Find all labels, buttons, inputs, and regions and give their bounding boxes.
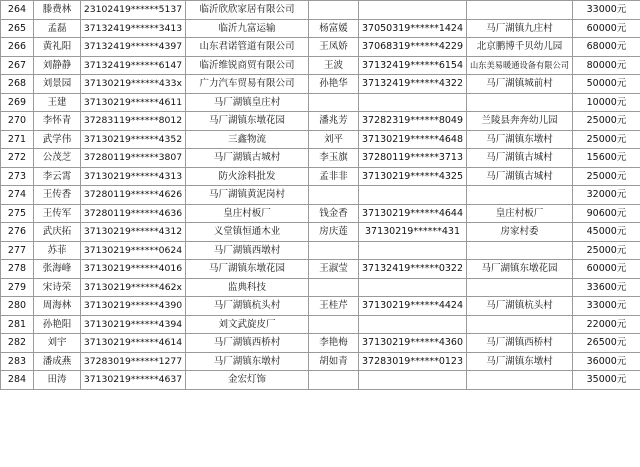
- row-number: 267: [1, 56, 34, 75]
- borrower-workplace: 山东君诺管道有限公司: [186, 38, 309, 57]
- loan-amount: 25000元: [573, 241, 640, 260]
- spouse-workplace: 马厂湖镇九庄村: [467, 19, 573, 38]
- spouse-name: [309, 1, 359, 20]
- borrower-workplace: 临沂欣欣家居有限公司: [186, 1, 309, 20]
- row-number: 270: [1, 112, 34, 131]
- loan-amount: 26500元: [573, 334, 640, 353]
- borrower-name: 李怀青: [34, 112, 81, 131]
- spouse-id-number: 37130219******4360: [359, 334, 467, 353]
- spouse-id-number: 37132419******6154: [359, 56, 467, 75]
- row-number: 274: [1, 186, 34, 205]
- spouse-workplace: 马厂湖镇东墩村: [467, 130, 573, 149]
- spouse-workplace: [467, 371, 573, 390]
- borrower-name: 刘宇: [34, 334, 81, 353]
- borrower-id-number: 37130219******4637: [81, 371, 186, 390]
- row-number: 282: [1, 334, 34, 353]
- borrower-name: 武学伟: [34, 130, 81, 149]
- spouse-id-number: 37280119******3713: [359, 149, 467, 168]
- borrower-workplace: 马厂湖镇皇庄村: [186, 93, 309, 112]
- loan-amount: 33000元: [573, 297, 640, 316]
- borrower-name: 武庆拓: [34, 223, 81, 242]
- spouse-name: 房庆莲: [309, 223, 359, 242]
- borrower-name: 张海峰: [34, 260, 81, 279]
- spouse-workplace: 马厂湖镇西桥村: [467, 334, 573, 353]
- borrower-id-number: 37130219******4614: [81, 334, 186, 353]
- loan-amount: 68000元: [573, 38, 640, 57]
- table-row: [1, 149, 640, 168]
- table-row: [1, 75, 640, 94]
- borrower-name: 刘景园: [34, 75, 81, 94]
- borrower-workplace: 三鑫物流: [186, 130, 309, 149]
- table-row: [1, 56, 640, 75]
- borrower-name: 王传香: [34, 186, 81, 205]
- borrower-name: 黄礼阳: [34, 38, 81, 57]
- spouse-workplace: 兰陵县奔奔幼儿园: [467, 112, 573, 131]
- row-number: 278: [1, 260, 34, 279]
- borrower-id-number: 37130219******433x: [81, 75, 186, 94]
- borrower-workplace: 防火涂料批发: [186, 167, 309, 186]
- table-row: [1, 204, 640, 223]
- loan-amount: 32000元: [573, 186, 640, 205]
- borrower-name: 滕费林: [34, 1, 81, 20]
- spouse-id-number: [359, 278, 467, 297]
- spouse-name: 杨富媛: [309, 19, 359, 38]
- borrower-workplace: 马厂湖镇东墩花园: [186, 260, 309, 279]
- borrower-id-number: 37130219******4352: [81, 130, 186, 149]
- borrower-workplace: 义堂镇恒通木业: [186, 223, 309, 242]
- spouse-workplace: 房家村委: [467, 223, 573, 242]
- row-number: 264: [1, 1, 34, 20]
- spouse-name: 王凤娇: [309, 38, 359, 57]
- table-row: [1, 371, 640, 390]
- borrower-workplace: 马厂湖镇西墩村: [186, 241, 309, 260]
- borrower-id-number: 37130219******4016: [81, 260, 186, 279]
- borrower-workplace: 马厂湖镇东墩村: [186, 352, 309, 371]
- table-row: [1, 112, 640, 131]
- spouse-workplace: 山东美易暖通设备有限公司: [467, 56, 573, 75]
- spouse-workplace: [467, 186, 573, 205]
- spouse-id-number: [359, 186, 467, 205]
- row-number: 268: [1, 75, 34, 94]
- borrower-workplace: 马厂湖镇黄泥岗村: [186, 186, 309, 205]
- row-number: 283: [1, 352, 34, 371]
- loan-amount: 15600元: [573, 149, 640, 168]
- spouse-name: 孟非非: [309, 167, 359, 186]
- spouse-id-number: 37132419******0322: [359, 260, 467, 279]
- row-number: 271: [1, 130, 34, 149]
- borrower-id-number: 37132419******6147: [81, 56, 186, 75]
- table-row: [1, 130, 640, 149]
- spouse-id-number: 37050319******1424: [359, 19, 467, 38]
- spouse-id-number: [359, 1, 467, 20]
- spouse-id-number: 37068319******4229: [359, 38, 467, 57]
- spouse-id-number: 37283019******0123: [359, 352, 467, 371]
- spouse-id-number: 37130219******4644: [359, 204, 467, 223]
- table-row: [1, 1, 640, 20]
- spouse-name: 王波: [309, 56, 359, 75]
- spouse-name: [309, 241, 359, 260]
- spouse-workplace: 马厂湖镇古城村: [467, 167, 573, 186]
- row-number: 276: [1, 223, 34, 242]
- table-row: [1, 241, 640, 260]
- spouse-name: [309, 278, 359, 297]
- spouse-workplace: 皇庄村板厂: [467, 204, 573, 223]
- borrower-name: 周海林: [34, 297, 81, 316]
- borrower-id-number: 37132419******3413: [81, 19, 186, 38]
- spouse-name: [309, 371, 359, 390]
- spouse-id-number: 37130219******4648: [359, 130, 467, 149]
- row-number: 279: [1, 278, 34, 297]
- loan-amount: 45000元: [573, 223, 640, 242]
- borrower-name: 王传军: [34, 204, 81, 223]
- loan-amount: 25000元: [573, 130, 640, 149]
- spouse-workplace: [467, 315, 573, 334]
- spouse-name: [309, 186, 359, 205]
- spouse-id-number: 37282319******8049: [359, 112, 467, 131]
- spouse-name: 潘兆芳: [309, 112, 359, 131]
- spouse-workplace: [467, 1, 573, 20]
- spouse-name: 刘平: [309, 130, 359, 149]
- borrower-id-number: 37283019******1277: [81, 352, 186, 371]
- loan-amount: 33000元: [573, 1, 640, 20]
- borrower-name: 王建: [34, 93, 81, 112]
- borrower-id-number: 37130219******0624: [81, 241, 186, 260]
- loan-amount: 60000元: [573, 19, 640, 38]
- spouse-name: [309, 93, 359, 112]
- loan-amount: 25000元: [573, 167, 640, 186]
- table-row: [1, 186, 640, 205]
- spouse-id-number: [359, 93, 467, 112]
- row-number: 273: [1, 167, 34, 186]
- row-number: 281: [1, 315, 34, 334]
- table-row: [1, 315, 640, 334]
- spouse-workplace: 马厂湖镇古城村: [467, 149, 573, 168]
- row-number: 280: [1, 297, 34, 316]
- spouse-workplace: 马厂湖镇杭头村: [467, 297, 573, 316]
- spouse-workplace: [467, 278, 573, 297]
- borrower-id-number: 37130219******4394: [81, 315, 186, 334]
- loan-amount: 10000元: [573, 93, 640, 112]
- loan-amount: 50000元: [573, 75, 640, 94]
- borrower-id-number: 37130219******4313: [81, 167, 186, 186]
- row-number: 265: [1, 19, 34, 38]
- row-number: 275: [1, 204, 34, 223]
- borrower-id-number: 23102419******5137: [81, 1, 186, 20]
- spouse-name: 王桂芹: [309, 297, 359, 316]
- spouse-name: 李玉旗: [309, 149, 359, 168]
- table-row: [1, 260, 640, 279]
- borrower-workplace: 刘文武旋皮厂: [186, 315, 309, 334]
- borrower-id-number: 37130219******462x: [81, 278, 186, 297]
- spouse-name: 王淑莹: [309, 260, 359, 279]
- spouse-id-number: [359, 371, 467, 390]
- spouse-workplace: 马厂湖镇东墩花园: [467, 260, 573, 279]
- table-row: [1, 352, 640, 371]
- borrower-workplace: 监典科技: [186, 278, 309, 297]
- borrower-id-number: 37283119******8012: [81, 112, 186, 131]
- borrower-workplace: 马厂湖镇西桥村: [186, 334, 309, 353]
- borrower-id-number: 37280119******4636: [81, 204, 186, 223]
- borrower-id-number: 37130219******4390: [81, 297, 186, 316]
- spouse-name: [309, 315, 359, 334]
- borrower-name: 宋诗荣: [34, 278, 81, 297]
- spouse-id-number: 37130219******4424: [359, 297, 467, 316]
- table-row: [1, 38, 640, 57]
- spouse-name: 李艳梅: [309, 334, 359, 353]
- borrower-workplace: 马厂湖镇东墩花园: [186, 112, 309, 131]
- row-number: 266: [1, 38, 34, 57]
- row-number: 284: [1, 371, 34, 390]
- spouse-id-number: 37130219******431: [359, 223, 467, 242]
- loan-amount: 36000元: [573, 352, 640, 371]
- table-row: [1, 278, 640, 297]
- spouse-id-number: 37132419******4322: [359, 75, 467, 94]
- loan-amount: 22000元: [573, 315, 640, 334]
- spouse-id-number: 37130219******4325: [359, 167, 467, 186]
- borrower-name: 田涛: [34, 371, 81, 390]
- borrower-id-number: 37130219******4611: [81, 93, 186, 112]
- table-row: [1, 19, 640, 38]
- loan-amount: 25000元: [573, 112, 640, 131]
- table-row: [1, 167, 640, 186]
- row-number: 277: [1, 241, 34, 260]
- table-row: [1, 334, 640, 353]
- spouse-workplace: 北京鹏博千贝幼儿园: [467, 38, 573, 57]
- table-row: [1, 93, 640, 112]
- spouse-name: 钱金香: [309, 204, 359, 223]
- borrower-workplace: 马厂湖镇杭头村: [186, 297, 309, 316]
- table-row: [1, 223, 640, 242]
- borrower-id-number: 37132419******4397: [81, 38, 186, 57]
- loan-amount: 60000元: [573, 260, 640, 279]
- spouse-id-number: [359, 315, 467, 334]
- loan-amount: 90600元: [573, 204, 640, 223]
- borrower-workplace: 皇庄村板厂: [186, 204, 309, 223]
- borrower-name: 公茂芝: [34, 149, 81, 168]
- spouse-id-number: [359, 241, 467, 260]
- spouse-name: 孙艳华: [309, 75, 359, 94]
- borrower-id-number: 37280119******3807: [81, 149, 186, 168]
- borrower-workplace: 临沂九富运输: [186, 19, 309, 38]
- borrower-workplace: 马厂湖镇古城村: [186, 149, 309, 168]
- spouse-workplace: [467, 241, 573, 260]
- borrower-id-number: 37280119******4626: [81, 186, 186, 205]
- loan-amount: 33600元: [573, 278, 640, 297]
- borrower-name: 孟磊: [34, 19, 81, 38]
- borrower-workplace: 临沂维锐商贸有限公司: [186, 56, 309, 75]
- borrower-workplace: 广力汽车贸易有限公司: [186, 75, 309, 94]
- borrower-id-number: 37130219******4312: [81, 223, 186, 242]
- spouse-workplace: 马厂湖镇东墩村: [467, 352, 573, 371]
- spouse-name: 胡如青: [309, 352, 359, 371]
- spouse-workplace: 马厂湖镇城前村: [467, 75, 573, 94]
- loan-amount: 80000元: [573, 56, 640, 75]
- borrower-name: 孙艳阳: [34, 315, 81, 334]
- row-number: 269: [1, 93, 34, 112]
- borrower-name: 潘成燕: [34, 352, 81, 371]
- borrower-name: 李云霄: [34, 167, 81, 186]
- spouse-workplace: [467, 93, 573, 112]
- loan-amount: 35000元: [573, 371, 640, 390]
- borrower-name: 苏菲: [34, 241, 81, 260]
- borrower-name: 刘静静: [34, 56, 81, 75]
- table-row: [1, 297, 640, 316]
- row-number: 272: [1, 149, 34, 168]
- borrower-workplace: 金宏灯饰: [186, 371, 309, 390]
